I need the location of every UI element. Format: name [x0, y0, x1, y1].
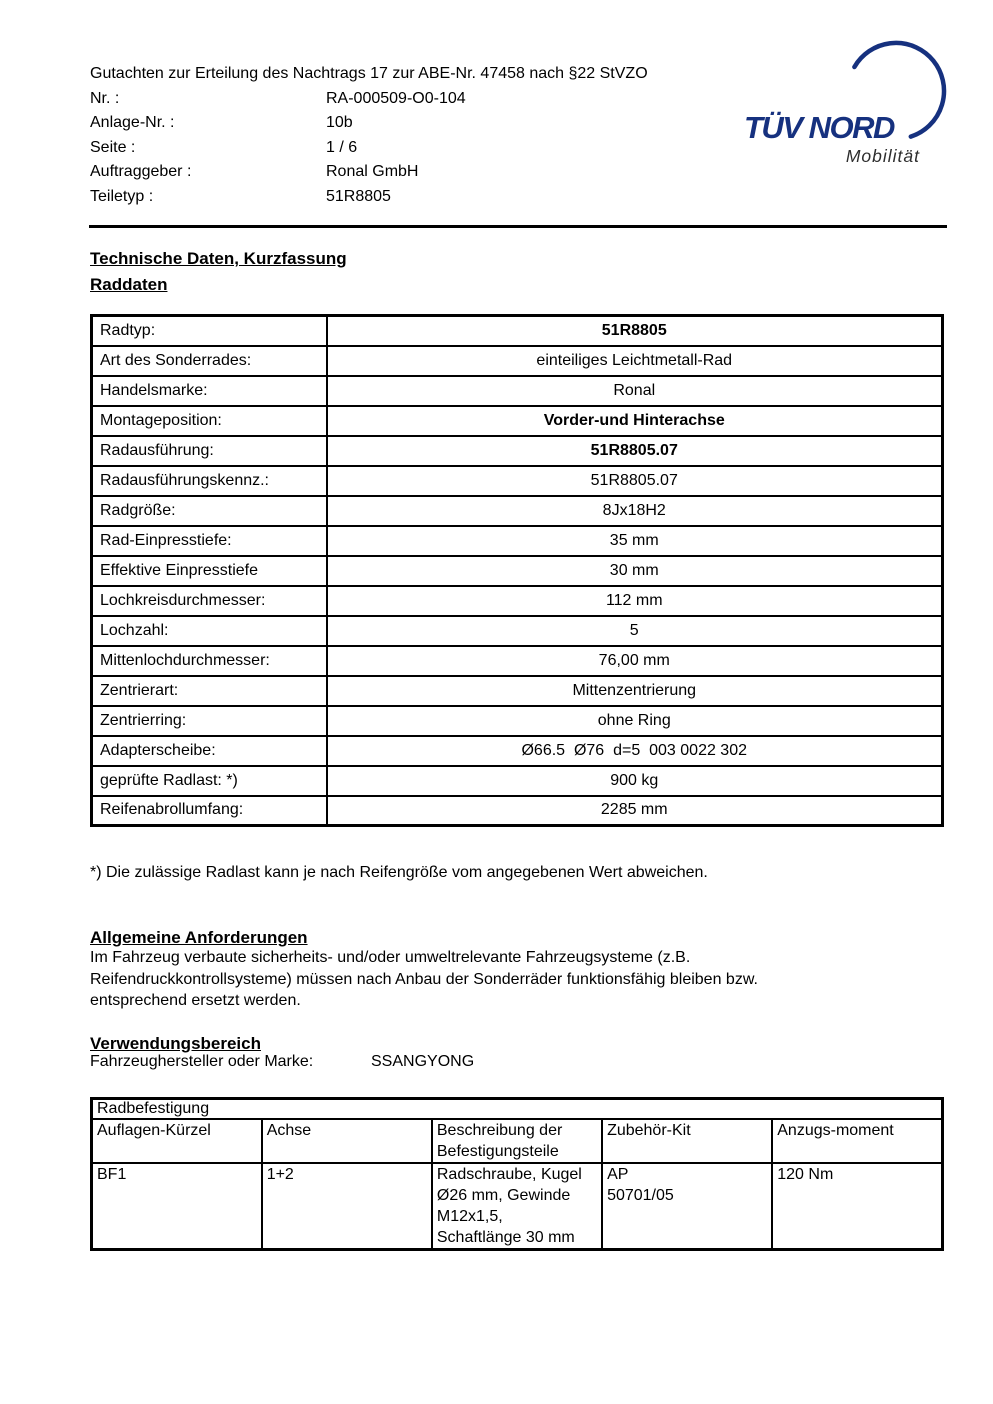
- tuev-nord-logo: [742, 36, 962, 176]
- raddaten-table: [90, 314, 944, 827]
- table-row: [92, 316, 943, 346]
- cell-beschreibung: [432, 1163, 602, 1250]
- row-label: Radtyp:: [92, 316, 327, 346]
- field-label: Auftraggeber :: [90, 163, 192, 181]
- row-label: Adapterscheibe:: [92, 736, 327, 766]
- field-label: Nr. :: [90, 89, 120, 107]
- table-row: [92, 736, 943, 766]
- beschreibung-line: Radschraube, Kugel Ø26 mm, Gewinde M12x1,5,: [436, 1166, 582, 1225]
- row-value: 5: [327, 616, 943, 646]
- zubehoer-line: 50701/05: [607, 1187, 674, 1204]
- logo-tagline-text: Mobilität: [845, 146, 920, 166]
- table-row: [92, 346, 943, 376]
- row-label: geprüfte Radlast: *): [92, 766, 327, 796]
- table-row: [92, 706, 943, 736]
- row-label: Rad-Einpresstiefe:: [92, 526, 327, 556]
- field-value: RA-000509-O0-104: [326, 89, 466, 107]
- section-technische-daten: [90, 246, 347, 298]
- header-divider: [89, 225, 947, 228]
- row-label: Zentrierart:: [92, 676, 327, 706]
- row-value: 51R8805.07: [327, 466, 943, 496]
- table-row: [92, 616, 943, 646]
- table-row: [92, 766, 943, 796]
- section-verwendungsbereich: Verwendungsbereich: [90, 1034, 261, 1053]
- row-label: Radgröße:: [92, 496, 327, 526]
- field-label: Anlage-Nr. :: [90, 114, 175, 132]
- header-field-teiletyp: [90, 185, 648, 210]
- row-value: 30 mm: [327, 556, 943, 586]
- fahrzeughersteller-label: Fahrzeughersteller oder Marke:: [90, 1053, 314, 1070]
- row-label: Handelsmarke:: [92, 376, 327, 406]
- column-header: Beschreibung der Befestigungsteile: [432, 1119, 602, 1163]
- table-row: [92, 796, 943, 826]
- paragraph-line: entsprechend ersetzt werden.: [90, 992, 301, 1010]
- row-label: Art des Sonderrades:: [92, 346, 327, 376]
- radbefestigung-table: [90, 1097, 944, 1251]
- row-value: 76,00 mm: [327, 646, 943, 676]
- row-label: Radausführung:: [92, 436, 327, 466]
- row-label: Lochkreisdurchmesser:: [92, 586, 327, 616]
- table-row: [92, 676, 943, 706]
- table-row: [92, 466, 943, 496]
- section-allgemeine-anforderungen: Allgemeine Anforderungen: [90, 928, 308, 947]
- header-field-nr: [90, 87, 648, 112]
- table-row: [92, 586, 943, 616]
- row-value: 35 mm: [327, 526, 943, 556]
- cell-zubehoer-kit: [602, 1163, 772, 1250]
- field-value: Ronal GmbH: [326, 163, 419, 181]
- header-field-anlage: [90, 111, 648, 136]
- table-row: [92, 1163, 943, 1250]
- beschreibung-line: Schaftlänge 30 mm: [436, 1229, 575, 1246]
- radlast-footnote: *) Die zulässige Radlast kann je nach Reifengröße vom angegebenen Wert abweichen.: [90, 864, 708, 881]
- row-label: Radausführungskennz.:: [92, 466, 327, 496]
- table-row: [92, 496, 943, 526]
- row-value: 51R8805: [327, 316, 943, 346]
- table-row: [92, 436, 943, 466]
- row-value: 112 mm: [327, 586, 943, 616]
- paragraph-line: Im Fahrzeug verbaute sicherheits- und/oder umweltrelevante Fahrzeugsysteme (z.B.: [90, 949, 691, 966]
- zubehoer-line: AP: [607, 1166, 629, 1183]
- field-value: 51R8805: [326, 187, 391, 205]
- field-label: Teiletyp :: [90, 187, 154, 205]
- row-label: Zentrierring:: [92, 706, 327, 736]
- allgemeine-paragraph: [90, 947, 758, 1012]
- row-value: 51R8805.07: [327, 436, 943, 466]
- table-row: [92, 646, 943, 676]
- table-row: [92, 376, 943, 406]
- table-row: [92, 556, 943, 586]
- row-value: Ronal: [327, 376, 943, 406]
- column-header: Anzugs-moment: [772, 1119, 942, 1163]
- cell-anzugsmoment: 120 Nm: [772, 1163, 942, 1250]
- header-field-auftraggeber: [90, 160, 648, 185]
- table-row: [92, 406, 943, 436]
- tuev-nord-logo-icon: [742, 36, 962, 176]
- column-header: Zubehör-Kit: [602, 1119, 772, 1163]
- row-value: Vorder-und Hinterachse: [327, 406, 943, 436]
- logo-brand-text: TÜV NORD: [744, 110, 894, 145]
- row-value: Ø66.5 Ø76 d=5 003 0022 302: [327, 736, 943, 766]
- row-label: Effektive Einpresstiefe: [92, 556, 327, 586]
- section-subtitle: Raddaten: [90, 275, 168, 294]
- column-header: Auflagen-Kürzel: [92, 1119, 262, 1163]
- table-row: [92, 526, 943, 556]
- row-value: 2285 mm: [327, 796, 943, 826]
- table-title: Radbefestigung: [92, 1099, 943, 1120]
- field-value: 1 / 6: [326, 138, 358, 156]
- fahrzeughersteller-value: SSANGYONG: [371, 1053, 475, 1070]
- cell-achse: 1+2: [262, 1163, 432, 1250]
- document-title: Gutachten zur Erteilung des Nachtrags 17 zur ABE-Nr. 47458 nach §22 StVZO: [90, 65, 648, 82]
- field-label: Seite :: [90, 138, 136, 156]
- fahrzeughersteller-line: [90, 1053, 475, 1071]
- row-value: 900 kg: [327, 766, 943, 796]
- row-label: Lochzahl:: [92, 616, 327, 646]
- document-header: [90, 62, 648, 210]
- paragraph-line: Reifendruckkontrollsysteme) müssen nach Anbau der Sonderräder funktionsfähig bleiben bzw.: [90, 970, 758, 988]
- row-value: 8Jx18H2: [327, 496, 943, 526]
- row-label: Montageposition:: [92, 406, 327, 436]
- row-value: einteiliges Leichtmetall-Rad: [327, 346, 943, 376]
- column-header: Achse: [262, 1119, 432, 1163]
- section-title: Technische Daten, Kurzfassung: [90, 249, 347, 268]
- header-field-seite: [90, 136, 648, 161]
- table-title-row: [92, 1099, 943, 1120]
- row-value: Mittenzentrierung: [327, 676, 943, 706]
- table-header-row: [92, 1119, 943, 1163]
- field-value: 10b: [326, 114, 353, 132]
- cell-kuerzel: BF1: [92, 1163, 262, 1250]
- row-label: Mittenlochdurchmesser:: [92, 646, 327, 676]
- row-value: ohne Ring: [327, 706, 943, 736]
- row-label: Reifenabrollumfang:: [92, 796, 327, 826]
